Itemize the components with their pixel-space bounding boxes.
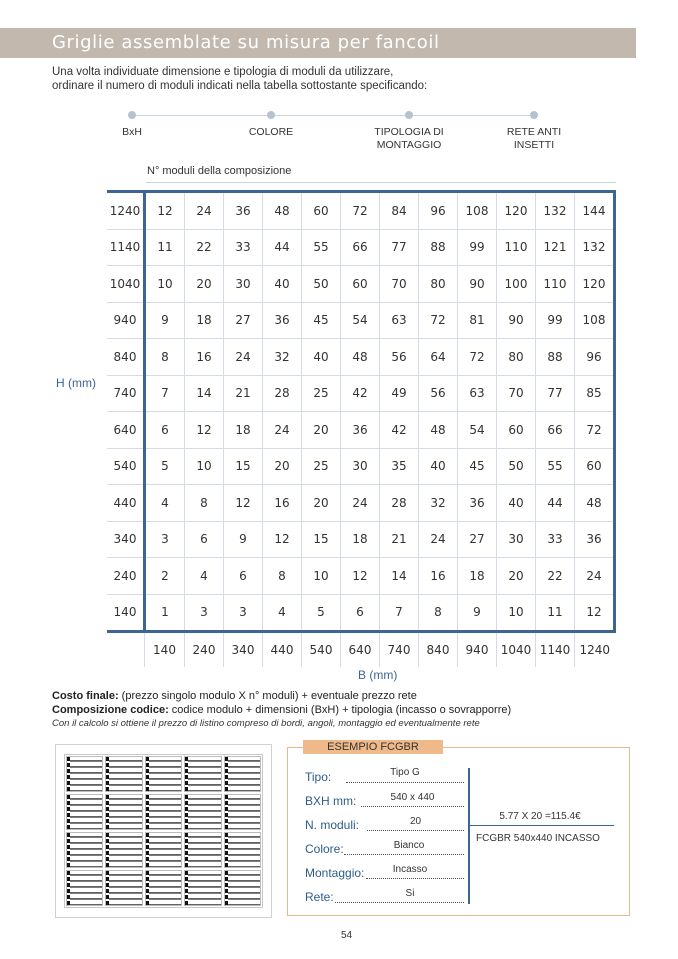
- module-count-cell: 6: [341, 594, 380, 632]
- module-count-cell: 84: [380, 192, 419, 230]
- example-label-moduli: N. moduli:: [305, 818, 360, 832]
- module-count-cell: 44: [263, 229, 302, 266]
- example-label-colore: Colore:: [305, 842, 344, 856]
- module-count-cell: 12: [575, 594, 615, 632]
- calculation-note: Con il calcolo si ottiene il prezzo di listino compreso di bordi, angoli, montaggio ed eventualmente rete: [52, 718, 480, 729]
- module-count-cell: 72: [458, 339, 497, 376]
- table-row: [107, 302, 615, 339]
- table-row: [107, 266, 615, 303]
- module-count-cell: 8: [145, 339, 185, 376]
- step-bxh: BxH: [72, 108, 192, 139]
- row-header-h: 540: [107, 448, 145, 485]
- example-value-colore: Bianco: [393, 840, 425, 851]
- grille-module-icon: [66, 832, 103, 868]
- module-count-cell: 66: [341, 229, 380, 266]
- module-count-cell: 4: [263, 594, 302, 632]
- module-count-cell: 40: [419, 448, 458, 485]
- module-count-cell: 24: [575, 558, 615, 595]
- module-count-cell: 70: [380, 266, 419, 303]
- example-tag: ESEMPIO FCGBR: [303, 740, 443, 754]
- module-count-cell: 63: [458, 375, 497, 412]
- module-count-cell: 9: [224, 521, 263, 558]
- module-count-cell: 48: [263, 192, 302, 230]
- table-row: [107, 375, 615, 412]
- module-count-cell: 66: [536, 412, 575, 449]
- example-calculation: 5.77 X 20 =115.4€: [499, 811, 581, 822]
- module-count-cell: 40: [263, 266, 302, 303]
- module-count-cell: 40: [302, 339, 341, 376]
- module-count-cell: 28: [380, 485, 419, 522]
- module-count-cell: 72: [575, 412, 615, 449]
- module-count-cell: 12: [185, 412, 224, 449]
- cost-label: Costo finale:: [52, 690, 119, 702]
- row-header-h: 440: [107, 485, 145, 522]
- module-count-cell: 16: [263, 485, 302, 522]
- module-count-cell: 7: [380, 594, 419, 632]
- table-row: [107, 339, 615, 376]
- example-value-moduli: 20: [409, 816, 422, 827]
- module-count-cell: 100: [497, 266, 536, 303]
- column-header-row: [107, 632, 615, 668]
- caption-divider: [146, 182, 616, 183]
- module-count-cell: 2: [145, 558, 185, 595]
- column-header-b: 1240: [575, 632, 615, 668]
- module-count-cell: 20: [185, 266, 224, 303]
- grille-module-icon: [105, 832, 142, 868]
- row-header-h: 1240: [107, 192, 145, 230]
- grille-module-icon: [224, 794, 261, 830]
- column-header-b: 140: [145, 632, 185, 668]
- module-count-cell: 25: [302, 375, 341, 412]
- module-count-cell: 72: [419, 302, 458, 339]
- module-count-cell: 1: [145, 594, 185, 632]
- table-row: [107, 594, 615, 632]
- module-count-cell: 99: [458, 229, 497, 266]
- grille-module-icon: [105, 756, 142, 792]
- module-count-cell: 64: [419, 339, 458, 376]
- code-formula: codice modulo + dimensioni (BxH) + tipologia (incasso o sovrapporre): [168, 703, 512, 716]
- module-count-cell: 30: [497, 521, 536, 558]
- grille-module-icon: [184, 794, 221, 830]
- column-header-b: 740: [380, 632, 419, 668]
- example-label-tipo: Tipo:: [305, 770, 332, 784]
- module-count-cell: 63: [380, 302, 419, 339]
- module-count-cell: 60: [575, 448, 615, 485]
- module-count-cell: 36: [341, 412, 380, 449]
- module-count-cell: 12: [341, 558, 380, 595]
- module-count-cell: 12: [224, 485, 263, 522]
- module-count-cell: 90: [497, 302, 536, 339]
- module-count-cell: 36: [224, 192, 263, 230]
- row-header-h: 940: [107, 302, 145, 339]
- column-header-b: 440: [263, 632, 302, 668]
- column-header-b: 1140: [536, 632, 575, 668]
- module-count-cell: 21: [380, 521, 419, 558]
- module-count-cell: 6: [224, 558, 263, 595]
- row-header-h: 1040: [107, 266, 145, 303]
- module-count-cell: 80: [497, 339, 536, 376]
- module-count-cell: 10: [497, 594, 536, 632]
- module-count-cell: 33: [224, 229, 263, 266]
- step-dot-icon: [405, 111, 413, 119]
- step-dot-icon: [128, 111, 136, 119]
- module-count-cell: 108: [458, 192, 497, 230]
- module-count-cell: 55: [536, 448, 575, 485]
- module-count-cell: 14: [185, 375, 224, 412]
- column-header-b: 840: [419, 632, 458, 668]
- grille-module-icon: [105, 870, 142, 906]
- module-count-cell: 3: [145, 521, 185, 558]
- module-count-cell: 16: [185, 339, 224, 376]
- module-count-cell: 108: [575, 302, 615, 339]
- module-count-cell: 21: [224, 375, 263, 412]
- module-count-cell: 10: [145, 266, 185, 303]
- row-header-h: 740: [107, 375, 145, 412]
- module-count-cell: 36: [458, 485, 497, 522]
- module-count-cell: 88: [536, 339, 575, 376]
- module-count-cell: 36: [575, 521, 615, 558]
- dotted-leader: [344, 853, 464, 855]
- module-count-cell: 20: [302, 485, 341, 522]
- module-count-cell: 45: [302, 302, 341, 339]
- table-row: [107, 521, 615, 558]
- module-count-cell: 33: [536, 521, 575, 558]
- module-count-cell: 42: [380, 412, 419, 449]
- module-count-cell: 3: [185, 594, 224, 632]
- module-count-cell: 77: [380, 229, 419, 266]
- step-rete: RETE ANTI INSETTI: [474, 108, 594, 152]
- step-tipologia: TIPOLOGIA DI MONTAGGIO: [349, 108, 469, 152]
- intro-line-1: Una volta individuate dimensione e tipologia di moduli da utilizzare,: [52, 66, 394, 78]
- step-dot-icon: [530, 111, 538, 119]
- module-count-cell: 40: [497, 485, 536, 522]
- module-count-cell: 99: [536, 302, 575, 339]
- row-header-h: 840: [107, 339, 145, 376]
- module-count-cell: 48: [341, 339, 380, 376]
- module-count-cell: 88: [419, 229, 458, 266]
- example-fraction-line: [469, 825, 614, 826]
- step-dot-icon: [267, 111, 275, 119]
- module-count-cell: 18: [458, 558, 497, 595]
- module-count-cell: 144: [575, 192, 615, 230]
- module-count-cell: 60: [302, 192, 341, 230]
- column-header-b: 540: [302, 632, 341, 668]
- grille-module-icon: [184, 870, 221, 906]
- module-count-cell: 56: [380, 339, 419, 376]
- example-vertical-divider: [468, 768, 470, 904]
- module-count-cell: 25: [302, 448, 341, 485]
- module-count-cell: 12: [145, 192, 185, 230]
- grille-module-icon: [145, 756, 182, 792]
- module-count-cell: 28: [263, 375, 302, 412]
- module-count-cell: 27: [224, 302, 263, 339]
- column-header-b: 340: [224, 632, 263, 668]
- grille-module-icon: [224, 756, 261, 792]
- module-count-cell: 18: [185, 302, 224, 339]
- page-number: 54: [341, 930, 353, 941]
- module-count-cell: 24: [185, 192, 224, 230]
- module-count-cell: 6: [145, 412, 185, 449]
- grille-module-icon: [66, 794, 103, 830]
- pricing-notes: [52, 690, 511, 731]
- grille-module-icon: [224, 832, 261, 868]
- module-count-cell: 15: [302, 521, 341, 558]
- column-axis-label: B (mm): [358, 668, 398, 682]
- module-count-cell: 20: [497, 558, 536, 595]
- grille-module-icon: [145, 870, 182, 906]
- module-count-cell: 7: [145, 375, 185, 412]
- module-count-cell: 5: [145, 448, 185, 485]
- module-count-cell: 132: [536, 192, 575, 230]
- module-count-cell: 22: [185, 229, 224, 266]
- module-count-cell: 4: [185, 558, 224, 595]
- modules-table: [107, 190, 616, 667]
- module-count-cell: 81: [458, 302, 497, 339]
- module-count-cell: 27: [458, 521, 497, 558]
- table-row: [107, 229, 615, 266]
- module-count-cell: 32: [263, 339, 302, 376]
- table-row: [107, 448, 615, 485]
- module-count-cell: 24: [419, 521, 458, 558]
- module-count-cell: 3: [224, 594, 263, 632]
- column-header-b: 240: [185, 632, 224, 668]
- module-count-cell: 48: [419, 412, 458, 449]
- module-count-cell: 12: [263, 521, 302, 558]
- grille-module-icon: [145, 794, 182, 830]
- module-count-cell: 60: [497, 412, 536, 449]
- module-count-cell: 24: [341, 485, 380, 522]
- module-count-cell: 110: [497, 229, 536, 266]
- corner-cell: [107, 632, 145, 668]
- table-row: [107, 412, 615, 449]
- module-count-cell: 36: [263, 302, 302, 339]
- grille-module-icon: [224, 870, 261, 906]
- grille-module-icon: [105, 794, 142, 830]
- table-row: [107, 558, 615, 595]
- module-count-cell: 72: [341, 192, 380, 230]
- module-count-cell: 121: [536, 229, 575, 266]
- module-count-cell: 20: [302, 412, 341, 449]
- module-count-cell: 96: [575, 339, 615, 376]
- module-count-cell: 85: [575, 375, 615, 412]
- dotted-leader: [335, 901, 464, 903]
- dotted-leader: [346, 781, 464, 783]
- module-count-cell: 14: [380, 558, 419, 595]
- grille-module-icon: [184, 756, 221, 792]
- example-value-rete: Si: [405, 888, 415, 899]
- module-count-cell: 5: [302, 594, 341, 632]
- grille-module-icon: [66, 870, 103, 906]
- module-count-cell: 32: [419, 485, 458, 522]
- dotted-leader: [361, 805, 464, 807]
- module-count-cell: 11: [536, 594, 575, 632]
- module-count-cell: 35: [380, 448, 419, 485]
- module-count-cell: 11: [145, 229, 185, 266]
- module-count-cell: 30: [341, 448, 380, 485]
- module-count-cell: 90: [458, 266, 497, 303]
- table-row: [107, 485, 615, 522]
- example-label-bxh: BXH mm:: [305, 794, 357, 808]
- grille-module-icon: [66, 756, 103, 792]
- module-count-cell: 9: [145, 302, 185, 339]
- module-count-cell: 8: [185, 485, 224, 522]
- row-header-h: 140: [107, 594, 145, 632]
- example-product-code: FCGBR 540x440 INCASSO: [476, 833, 600, 844]
- module-count-cell: 22: [536, 558, 575, 595]
- example-value-tipo: Tipo G: [390, 767, 420, 778]
- row-header-h: 240: [107, 558, 145, 595]
- table-caption: N° moduli della composizione: [147, 165, 292, 177]
- module-count-cell: 6: [185, 521, 224, 558]
- module-count-cell: 70: [497, 375, 536, 412]
- module-count-cell: 120: [497, 192, 536, 230]
- module-count-cell: 48: [575, 485, 615, 522]
- module-count-cell: 110: [536, 266, 575, 303]
- module-count-cell: 44: [536, 485, 575, 522]
- row-header-h: 1140: [107, 229, 145, 266]
- row-header-h: 340: [107, 521, 145, 558]
- page-title: Griglie assemblate su misura per fancoil: [52, 32, 440, 53]
- module-count-cell: 9: [458, 594, 497, 632]
- module-count-cell: 50: [302, 266, 341, 303]
- module-count-cell: 49: [380, 375, 419, 412]
- module-count-cell: 18: [224, 412, 263, 449]
- module-count-cell: 10: [185, 448, 224, 485]
- module-count-cell: 132: [575, 229, 615, 266]
- module-count-cell: 4: [145, 485, 185, 522]
- module-count-cell: 20: [263, 448, 302, 485]
- dotted-leader: [366, 877, 464, 879]
- module-count-cell: 50: [497, 448, 536, 485]
- example-label-rete: Rete:: [305, 890, 334, 904]
- step-colore: COLORE: [211, 108, 331, 139]
- module-count-cell: 24: [224, 339, 263, 376]
- cost-formula: (prezzo singolo modulo X n° moduli) + eventuale prezzo rete: [118, 690, 417, 702]
- row-axis-label: H (mm): [56, 376, 96, 390]
- module-count-cell: 15: [224, 448, 263, 485]
- module-count-cell: 16: [419, 558, 458, 595]
- example-value-bxh: 540 x 440: [390, 792, 435, 803]
- module-count-cell: 30: [224, 266, 263, 303]
- module-count-cell: 10: [302, 558, 341, 595]
- module-count-cell: 18: [341, 521, 380, 558]
- row-header-h: 640: [107, 412, 145, 449]
- module-count-cell: 8: [419, 594, 458, 632]
- module-count-cell: 55: [302, 229, 341, 266]
- module-count-cell: 56: [419, 375, 458, 412]
- module-count-cell: 96: [419, 192, 458, 230]
- column-header-b: 940: [458, 632, 497, 668]
- module-count-cell: 54: [458, 412, 497, 449]
- module-count-cell: 42: [341, 375, 380, 412]
- module-count-cell: 120: [575, 266, 615, 303]
- grille-module-icon: [145, 832, 182, 868]
- intro-text: [52, 65, 427, 93]
- section-title-bar: [0, 28, 636, 58]
- example-label-montaggio: Montaggio:: [305, 866, 365, 880]
- table-row: [107, 192, 615, 230]
- column-header-b: 640: [341, 632, 380, 668]
- ordering-steps: [110, 108, 620, 168]
- module-count-cell: 8: [263, 558, 302, 595]
- grille-assembly-image: [55, 744, 272, 918]
- intro-line-2: ordinare il numero di moduli indicati nella tabella sottostante specificando:: [52, 80, 428, 92]
- module-count-cell: 77: [536, 375, 575, 412]
- grille-module-icon: [184, 832, 221, 868]
- module-count-cell: 54: [341, 302, 380, 339]
- code-label: Composizione codice:: [52, 703, 169, 716]
- dotted-leader: [367, 829, 464, 831]
- module-count-cell: 80: [419, 266, 458, 303]
- module-count-cell: 60: [341, 266, 380, 303]
- example-value-montaggio: Incasso: [392, 864, 428, 875]
- module-count-cell: 24: [263, 412, 302, 449]
- module-count-cell: 45: [458, 448, 497, 485]
- column-header-b: 1040: [497, 632, 536, 668]
